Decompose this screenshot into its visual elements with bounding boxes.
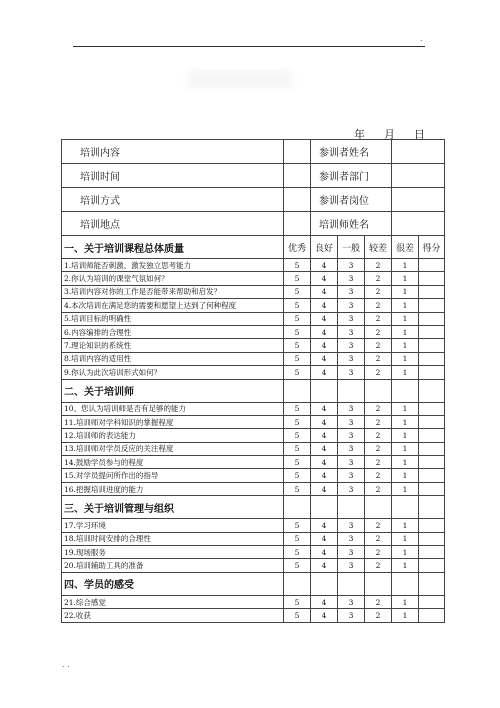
info-value-field[interactable] [284,212,311,236]
score-total-cell[interactable] [419,482,445,495]
question-row [62,595,445,608]
score-option[interactable]: 3 [338,609,365,622]
score-total-cell[interactable] [419,469,445,482]
score-total-cell[interactable] [419,259,445,272]
score-option[interactable]: 1 [392,609,419,622]
score-option[interactable]: 4 [311,312,338,325]
score-total-cell[interactable] [419,299,445,312]
question-text: 17.学习环境 [62,519,284,532]
section-header-row [62,379,445,402]
question-row [62,325,445,338]
score-option[interactable]: 3 [338,272,365,285]
score-option[interactable]: 4 [311,456,338,469]
score-option[interactable]: 5 [284,442,311,455]
question-row [62,259,445,272]
score-option[interactable]: 5 [284,402,311,415]
score-total-cell[interactable] [419,595,445,608]
score-column-header [338,496,365,519]
score-option[interactable]: 1 [392,402,419,415]
score-total-cell[interactable] [419,559,445,572]
form-body [62,140,445,623]
score-option[interactable]: 5 [284,519,311,532]
info-row [62,164,445,188]
question-row [62,366,445,379]
score-option[interactable]: 5 [284,352,311,365]
score-option[interactable]: 5 [284,285,311,298]
score-option[interactable]: 3 [338,595,365,608]
score-total-cell[interactable] [419,312,445,325]
score-column-header [419,572,445,595]
score-option[interactable]: 1 [392,482,419,495]
question-text: 15.对学员提问所作出的指导 [62,469,284,482]
question-row [62,415,445,428]
score-option[interactable]: 1 [392,339,419,352]
score-option[interactable]: 1 [392,456,419,469]
question-text: 14.鼓励学员参与的程度 [62,456,284,469]
score-option[interactable]: 5 [284,559,311,572]
score-option[interactable]: 1 [392,285,419,298]
score-option[interactable]: 5 [284,546,311,559]
question-text: 6.内容编排的合理性 [62,325,284,338]
score-column-header [392,496,419,519]
score-column-header: 良好 [311,236,338,259]
score-option[interactable]: 1 [392,519,419,532]
score-total-cell[interactable] [419,415,445,428]
score-option[interactable]: 3 [338,429,365,442]
score-option[interactable]: 3 [338,285,365,298]
score-option[interactable]: 2 [365,482,392,495]
question-row [62,299,445,312]
score-column-header [338,572,365,595]
section-title: 四、学员的感受 [62,572,284,595]
score-option[interactable]: 2 [365,415,392,428]
score-option[interactable]: 4 [311,339,338,352]
score-column-header [392,572,419,595]
score-option[interactable]: 5 [284,325,311,338]
score-option[interactable]: 4 [311,442,338,455]
question-text: 10、您认为培训师是否有足够的能力 [62,402,284,415]
info-value-field[interactable] [392,164,445,188]
question-text: 5.培训目标的明确性 [62,312,284,325]
score-total-cell[interactable] [419,519,445,532]
question-text: 20.培训辅助工具的准备 [62,559,284,572]
score-option[interactable]: 1 [392,366,419,379]
score-option[interactable]: 5 [284,415,311,428]
score-option[interactable]: 4 [311,469,338,482]
score-option[interactable]: 2 [365,366,392,379]
question-row [62,339,445,352]
score-option[interactable]: 5 [284,339,311,352]
score-column-header [419,496,445,519]
score-option[interactable]: 5 [284,456,311,469]
question-row [62,312,445,325]
question-text: 2.你认为培训的课堂气氛如何？ [62,272,284,285]
question-text: 11.培训师对学科知识的掌握程度 [62,415,284,428]
score-column-header [365,572,392,595]
info-row [62,212,445,236]
score-option[interactable]: 2 [365,429,392,442]
score-option[interactable]: 1 [392,299,419,312]
question-row [62,609,445,622]
info-label: 参训者姓名 [311,140,392,164]
date-month: 月 [384,128,395,141]
info-value-field[interactable] [392,188,445,212]
score-option[interactable]: 4 [311,519,338,532]
score-total-cell[interactable] [419,532,445,545]
score-total-cell[interactable] [419,352,445,365]
score-option[interactable]: 2 [365,339,392,352]
score-option[interactable]: 4 [311,429,338,442]
score-option[interactable]: 1 [392,352,419,365]
question-text: 18.培训时间安排的合理性 [62,532,284,545]
score-option[interactable]: 4 [311,546,338,559]
score-option[interactable]: 4 [311,366,338,379]
footer-mark: . . [62,660,70,669]
score-column-header [338,379,365,402]
question-text: 19.现场服务 [62,546,284,559]
score-option[interactable]: 1 [392,312,419,325]
score-option[interactable]: 4 [311,272,338,285]
score-option[interactable]: 3 [338,559,365,572]
score-total-cell[interactable] [419,456,445,469]
score-option[interactable]: 5 [284,469,311,482]
score-option[interactable]: 4 [311,259,338,272]
score-option[interactable]: 1 [392,325,419,338]
section-title: 二、关于培训师 [62,379,284,402]
evaluation-form-table [61,139,445,623]
score-option[interactable]: 5 [284,595,311,608]
score-option[interactable]: 3 [338,456,365,469]
score-option[interactable]: 2 [365,469,392,482]
score-total-cell[interactable] [419,339,445,352]
score-option[interactable]: 5 [284,532,311,545]
score-option[interactable]: 3 [338,442,365,455]
section-title: 一、关于培训课程总体质量 [62,236,284,259]
question-row [62,482,445,495]
question-row [62,456,445,469]
question-text: 7.理论知识的系统性 [62,339,284,352]
score-option[interactable]: 3 [338,259,365,272]
question-row [62,559,445,572]
score-option[interactable]: 1 [392,532,419,545]
info-value-field[interactable] [392,140,445,164]
score-column-header [311,496,338,519]
score-option[interactable]: 3 [338,482,365,495]
info-value-field[interactable] [284,188,311,212]
score-option[interactable]: 5 [284,482,311,495]
score-option[interactable]: 3 [338,339,365,352]
info-label: 参训者部门 [311,164,392,188]
score-column-header [284,572,311,595]
question-row [62,402,445,415]
info-label: 培训地点 [62,212,284,236]
info-row [62,188,445,212]
info-label: 培训内容 [62,140,284,164]
score-column-header [365,496,392,519]
score-option[interactable]: 3 [338,312,365,325]
question-text: 9.你认为此次培训形式如何？ [62,366,284,379]
question-row [62,352,445,365]
score-option[interactable]: 4 [311,352,338,365]
score-column-header: 很差 [392,236,419,259]
info-value-field[interactable] [284,140,311,164]
score-option[interactable]: 2 [365,595,392,608]
score-total-cell[interactable] [419,402,445,415]
question-text: 4.本次培训在满足您的需要和愿望上达到了何种程度 [62,299,284,312]
score-option[interactable]: 1 [392,546,419,559]
score-option[interactable]: 4 [311,415,338,428]
score-option[interactable]: 2 [365,442,392,455]
score-column-header [284,379,311,402]
score-option[interactable]: 3 [338,402,365,415]
score-option[interactable]: 3 [338,532,365,545]
section-header-row [62,236,445,259]
score-column-header: 一般 [338,236,365,259]
score-option[interactable]: 2 [365,402,392,415]
score-option[interactable]: 3 [338,519,365,532]
score-option[interactable]: 4 [311,595,338,608]
score-total-cell[interactable] [419,546,445,559]
score-option[interactable]: 3 [338,352,365,365]
score-total-cell[interactable] [419,609,445,622]
score-option[interactable]: 2 [365,325,392,338]
score-option[interactable]: 1 [392,469,419,482]
score-option[interactable]: 2 [365,272,392,285]
question-row [62,546,445,559]
section-title: 三、关于培训管理与组织 [62,496,284,519]
score-option[interactable]: 3 [338,366,365,379]
score-option[interactable]: 4 [311,559,338,572]
info-label: 培训方式 [62,188,284,212]
question-text: 13.培训师对学员反应的关注程度 [62,442,284,455]
score-column-header [311,379,338,402]
score-column-header: 较差 [365,236,392,259]
question-row [62,272,445,285]
question-row [62,285,445,298]
score-option[interactable]: 2 [365,546,392,559]
header-mark: . [420,34,423,43]
faded-title [188,70,292,88]
score-option[interactable]: 2 [365,609,392,622]
score-option[interactable]: 2 [365,532,392,545]
score-option[interactable]: 2 [365,299,392,312]
date-day: 日 [414,128,425,141]
score-column-header: 优秀 [284,236,311,259]
score-option[interactable]: 1 [392,559,419,572]
score-option[interactable]: 1 [392,259,419,272]
score-option[interactable]: 1 [392,429,419,442]
score-option[interactable]: 2 [365,285,392,298]
score-option[interactable]: 5 [284,366,311,379]
score-column-header [419,379,445,402]
score-total-cell[interactable] [419,429,445,442]
info-label: 参训者岗位 [311,188,392,212]
score-option[interactable]: 2 [365,259,392,272]
question-text: 1.培训师能否刺激、激发独立思考能力 [62,259,284,272]
question-row [62,469,445,482]
score-option[interactable]: 2 [365,352,392,365]
score-option[interactable]: 5 [284,259,311,272]
question-text: 8.培训内容的适用性 [62,352,284,365]
score-option[interactable]: 4 [311,482,338,495]
score-option[interactable]: 2 [365,312,392,325]
score-option[interactable]: 4 [311,285,338,298]
section-header-row [62,496,445,519]
score-option[interactable]: 5 [284,609,311,622]
question-row [62,429,445,442]
score-option[interactable]: 4 [311,325,338,338]
question-text: 16.把握培训进度的能力 [62,482,284,495]
info-value-field[interactable] [284,164,311,188]
score-option[interactable]: 2 [365,559,392,572]
info-value-field[interactable] [392,212,445,236]
score-option[interactable]: 3 [338,325,365,338]
score-option[interactable]: 2 [365,519,392,532]
score-option[interactable]: 2 [365,456,392,469]
score-option[interactable]: 4 [311,299,338,312]
question-row [62,442,445,455]
score-option[interactable]: 3 [338,415,365,428]
score-option[interactable]: 1 [392,415,419,428]
info-label: 培训师姓名 [311,212,392,236]
info-label: 培训时间 [62,164,284,188]
question-text: 3.培训内容对你的工作是否能带来帮助和启发？ [62,285,284,298]
score-total-cell[interactable] [419,272,445,285]
score-option[interactable]: 4 [311,532,338,545]
score-option[interactable]: 5 [284,299,311,312]
score-column-header [365,379,392,402]
score-option[interactable]: 3 [338,299,365,312]
score-option[interactable]: 5 [284,312,311,325]
score-total-cell[interactable] [419,285,445,298]
score-option[interactable]: 1 [392,442,419,455]
question-text: 21.综合感觉 [62,595,284,608]
score-total-cell[interactable] [419,366,445,379]
score-option[interactable]: 4 [311,402,338,415]
score-option[interactable]: 3 [338,546,365,559]
question-text: 12.培训师的表达能力 [62,429,284,442]
score-column-header [284,496,311,519]
score-option[interactable]: 5 [284,429,311,442]
question-row [62,519,445,532]
score-option[interactable]: 1 [392,595,419,608]
score-option[interactable]: 4 [311,609,338,622]
top-rule [73,46,425,47]
question-text: 22.收获 [62,609,284,622]
score-column-header [311,572,338,595]
section-header-row [62,572,445,595]
score-column-header: 得分 [419,236,445,259]
question-row [62,532,445,545]
score-option[interactable]: 3 [338,469,365,482]
date-year: 年 [354,128,365,141]
score-total-cell[interactable] [419,442,445,455]
score-option[interactable]: 5 [284,272,311,285]
score-column-header [392,379,419,402]
info-row [62,140,445,164]
score-total-cell[interactable] [419,325,445,338]
score-option[interactable]: 1 [392,272,419,285]
